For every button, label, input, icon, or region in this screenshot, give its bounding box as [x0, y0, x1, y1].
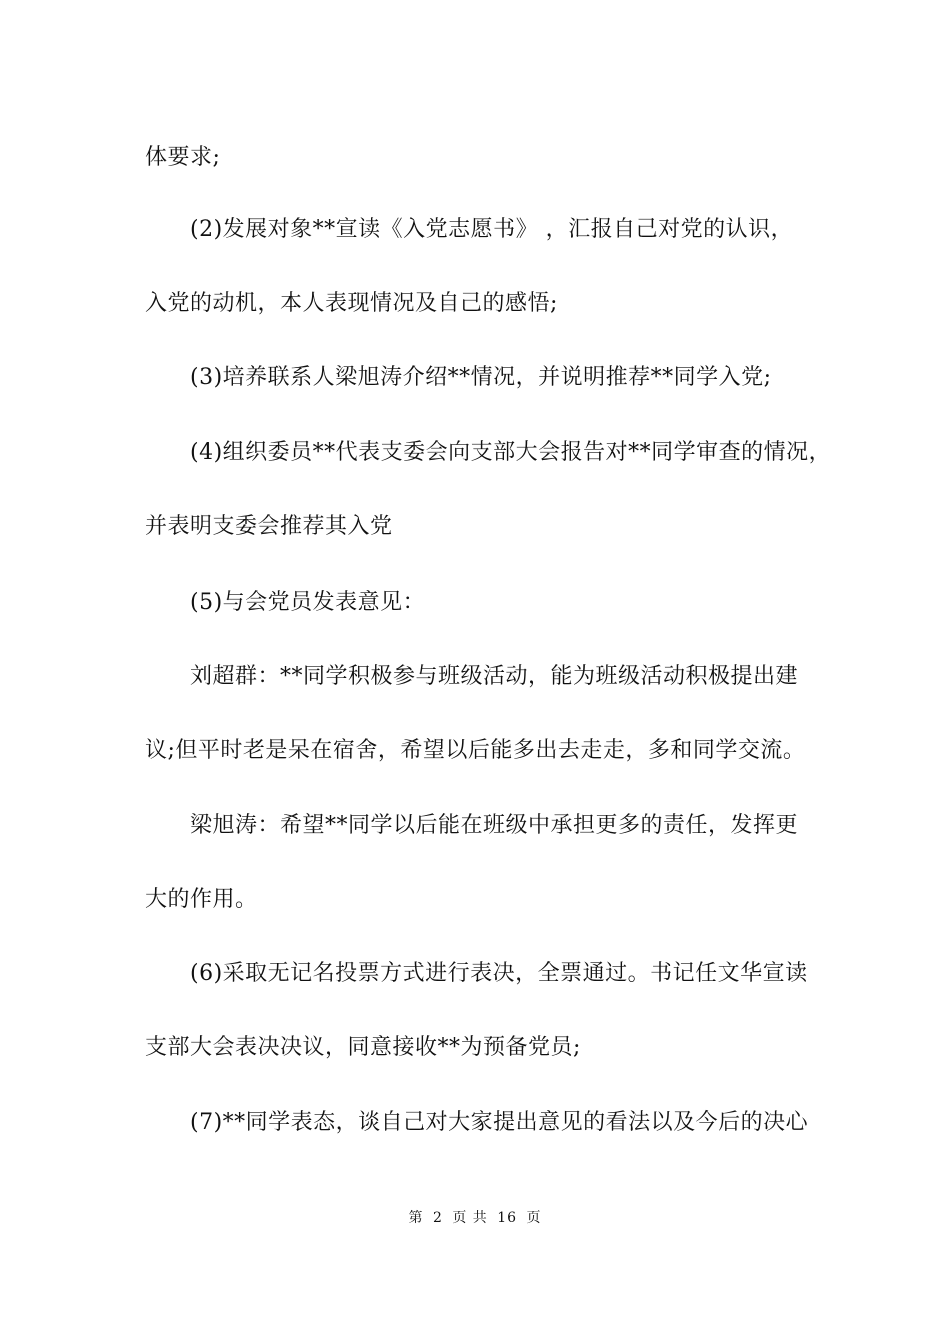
footer-prefix: 第 — [408, 1210, 424, 1226]
page-footer — [0, 1208, 950, 1228]
text-line-14: (7)**同学表态，谈自己对大家提出意见的看法以及今后的决心 — [190, 1110, 809, 1135]
text-line-12: (6)采取无记名投票方式进行表决，全票通过。书记任文华宣读 — [190, 961, 808, 986]
text-line-7: (5)与会党员发表意见： — [190, 590, 426, 615]
footer-suffix: 页 — [526, 1210, 542, 1226]
text-line-8: 刘超群：**同学积极参与班级活动，能为班级活动积极提出建 — [190, 664, 799, 689]
text-line-9: 议;但平时老是呆在宿舍，希望以后能多出去走走，多和同学交流。 — [145, 738, 806, 763]
text-line-13: 支部大会表决决议，同意接收**为预备党员; — [145, 1035, 581, 1060]
text-line-3: 入党的动机，本人表现情况及自己的感悟; — [145, 291, 558, 316]
text-line-1: 体要求; — [145, 145, 221, 170]
text-line-5: (4)组织委员**代表支委会向支部大会报告对**同学审查的情况， — [190, 440, 832, 465]
footer-current-page: 2 — [432, 1210, 443, 1226]
footer-total-pages: 16 — [497, 1210, 518, 1226]
text-line-10: 梁旭涛：希望**同学以后能在班级中承担更多的责任，发挥更 — [190, 813, 799, 838]
text-line-6: 并表明支委会推荐其入党 — [145, 514, 393, 539]
text-line-4: (3)培养联系人梁旭涛介绍**情况，并说明推荐**同学入党; — [190, 365, 772, 390]
text-line-11: 大的作用。 — [145, 887, 258, 912]
text-line-2: (2)发展对象**宣读《入党志愿书》 ，汇报自己对党的认识， — [190, 217, 794, 242]
footer-middle: 页 共 — [452, 1210, 488, 1226]
